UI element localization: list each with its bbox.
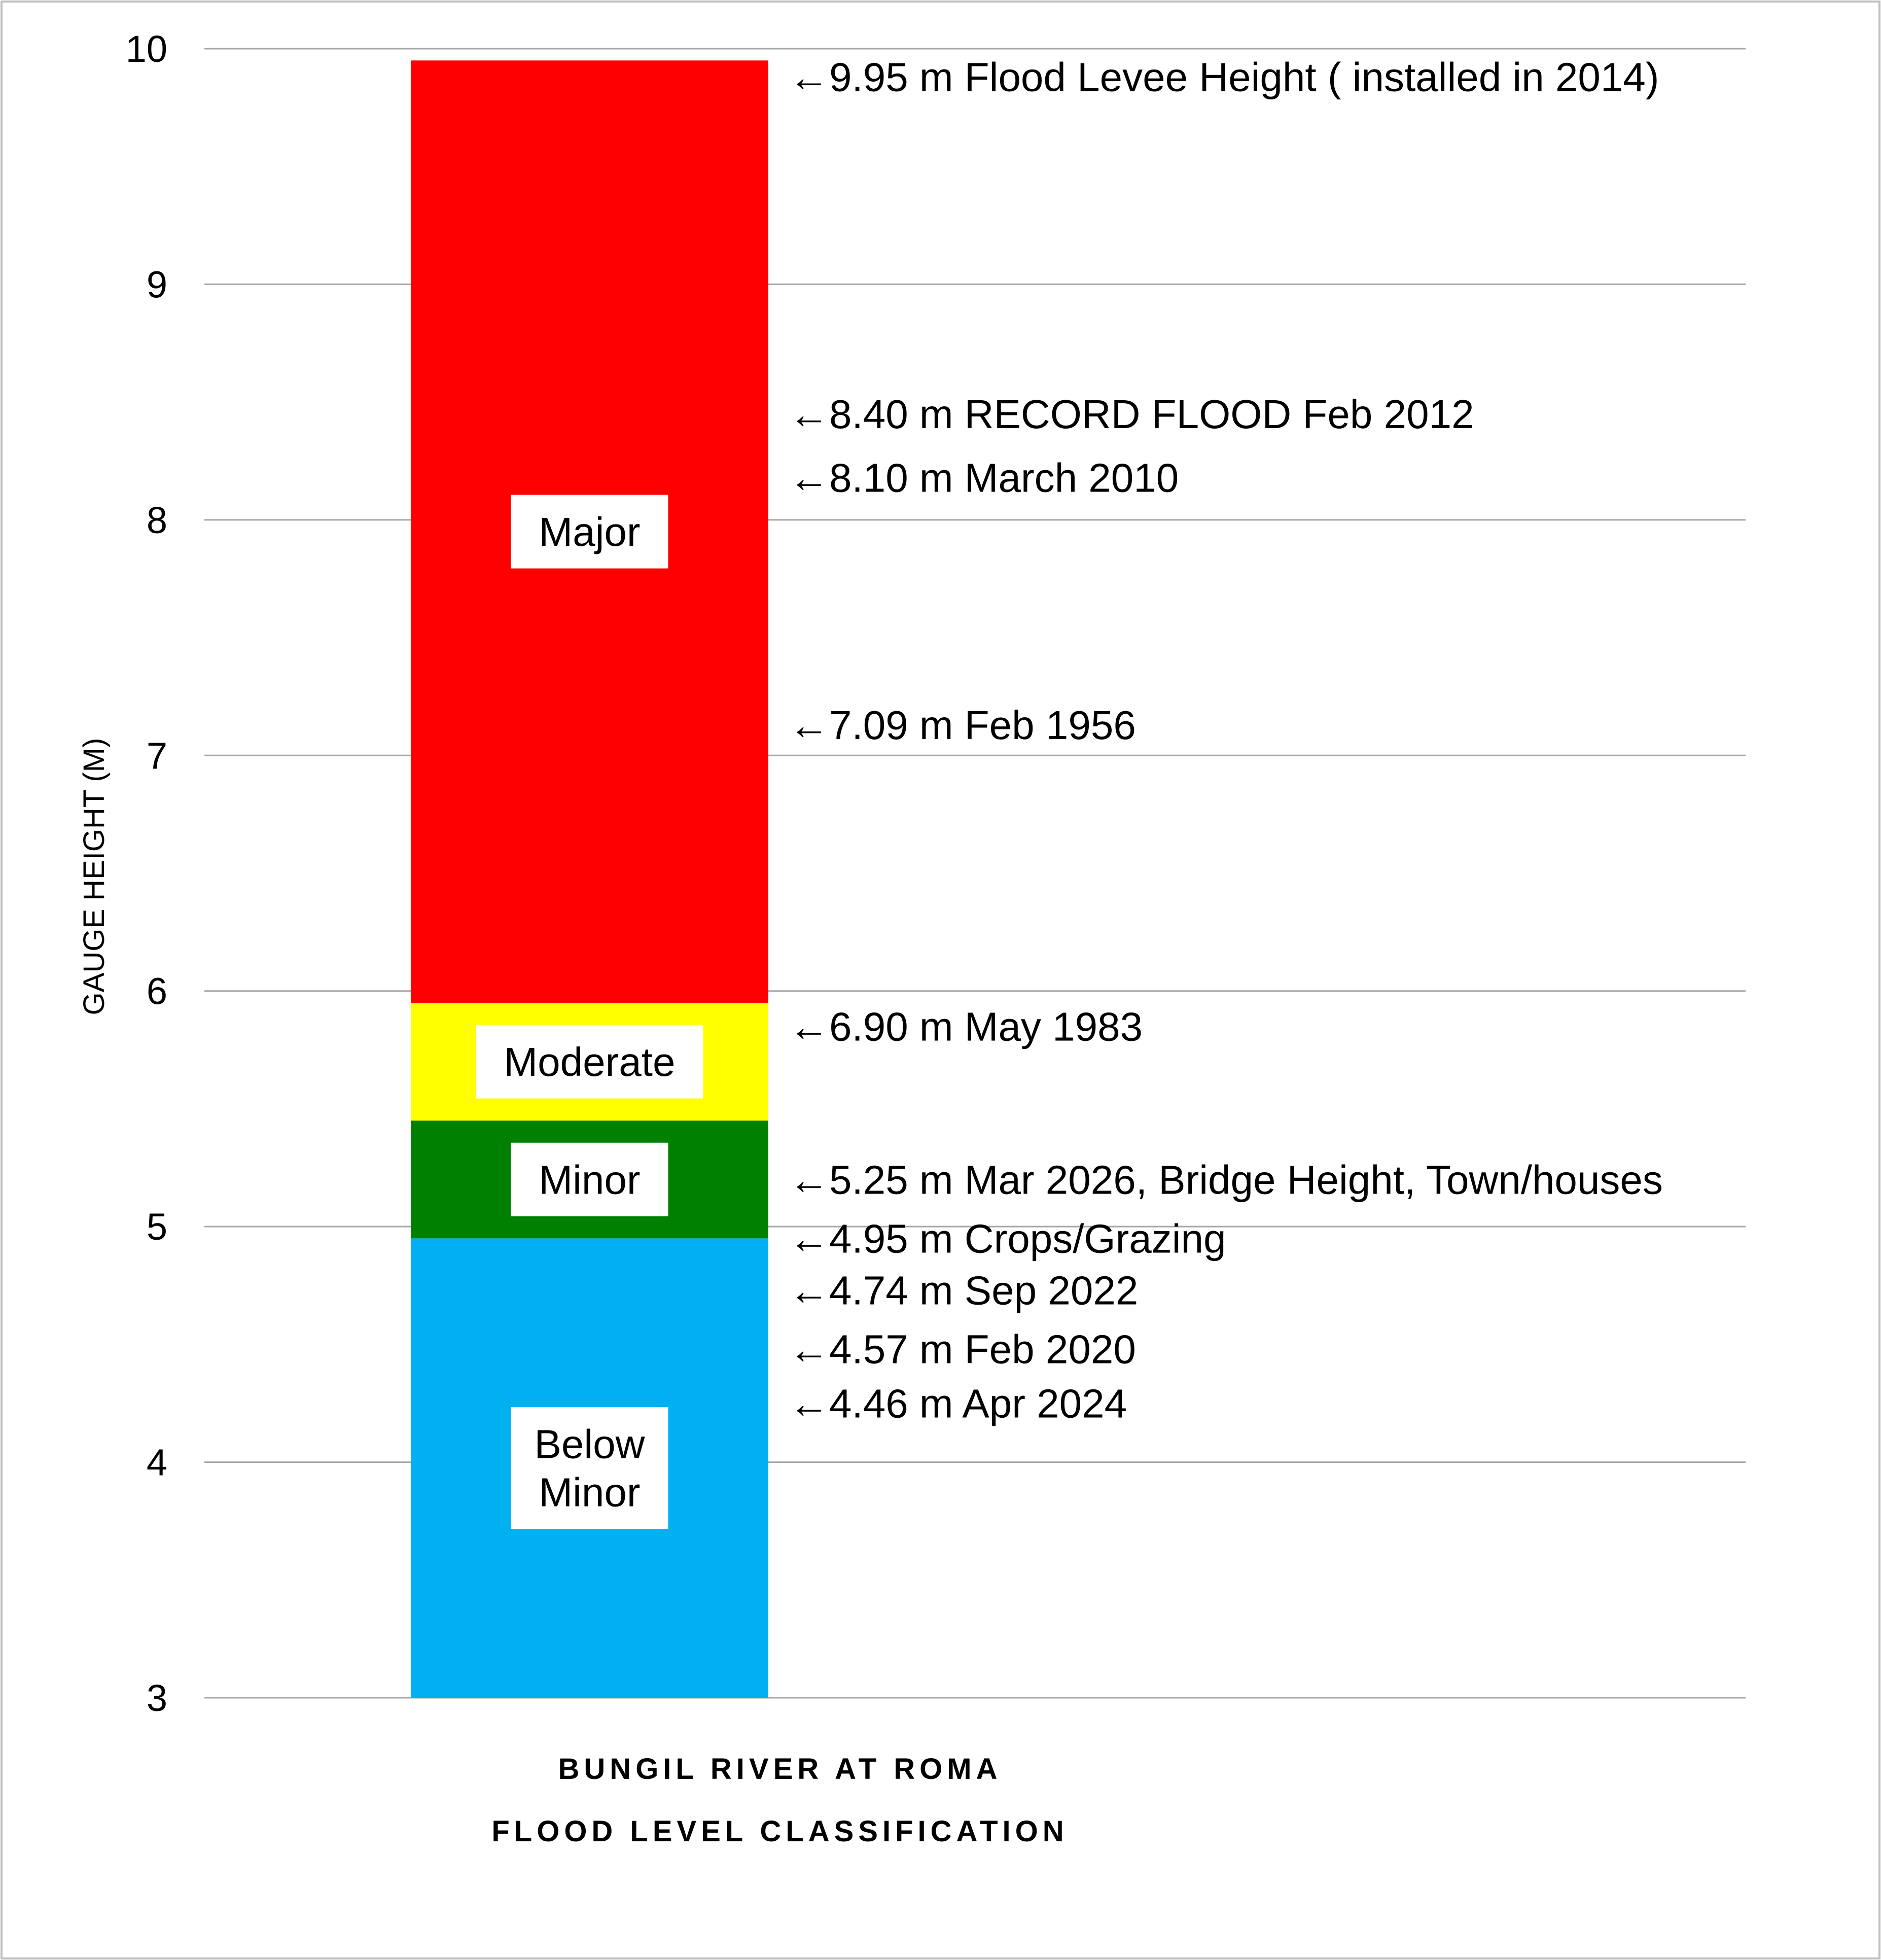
y-tick-label: 6 bbox=[146, 970, 167, 1012]
y-tick-label: 4 bbox=[146, 1441, 167, 1484]
band-label: Moderate bbox=[504, 1039, 676, 1085]
annotation-label: ←7.09 m Feb 1956 bbox=[789, 702, 1136, 748]
annotation-label: ←8.10 m March 2010 bbox=[789, 455, 1179, 501]
y-tick-label: 9 bbox=[146, 263, 167, 306]
annotation-label: ←4.46 m Apr 2024 bbox=[789, 1381, 1127, 1426]
y-tick-label: 5 bbox=[146, 1206, 167, 1248]
band-label: Major bbox=[539, 509, 641, 555]
y-axis-title: GAUGE HEIGHT (M) bbox=[78, 738, 111, 1016]
annotation-label: ←6.90 m May 1983 bbox=[789, 1004, 1143, 1049]
annotation-label: ←4.74 m Sep 2022 bbox=[789, 1268, 1139, 1313]
flood-bands bbox=[411, 60, 768, 1698]
annotation-label: ←5.25 m Mar 2026, Bridge Height, Town/houses bbox=[789, 1157, 1663, 1203]
y-tick-label: 10 bbox=[125, 28, 167, 70]
chart-caption-line-1: BUNGIL RIVER AT ROMA bbox=[558, 1753, 1002, 1786]
chart-caption-line-2: FLOOD LEVEL CLASSIFICATION bbox=[491, 1815, 1069, 1848]
y-tick-label: 7 bbox=[146, 734, 167, 777]
band-label: Minor bbox=[539, 1469, 641, 1515]
annotation-label: ←4.57 m Feb 2020 bbox=[789, 1326, 1136, 1372]
band-label: Below bbox=[534, 1421, 645, 1467]
annotation-label: ←9.95 m Flood Levee Height ( installed in 2014) bbox=[789, 54, 1659, 100]
y-tick-label: 8 bbox=[146, 499, 167, 541]
band-label: Minor bbox=[539, 1157, 641, 1203]
annotation-label: ←4.95 m Crops/Grazing bbox=[789, 1216, 1226, 1262]
y-tick-label: 3 bbox=[146, 1677, 167, 1719]
annotation-label: ←8.40 m RECORD FLOOD Feb 2012 bbox=[789, 391, 1474, 437]
